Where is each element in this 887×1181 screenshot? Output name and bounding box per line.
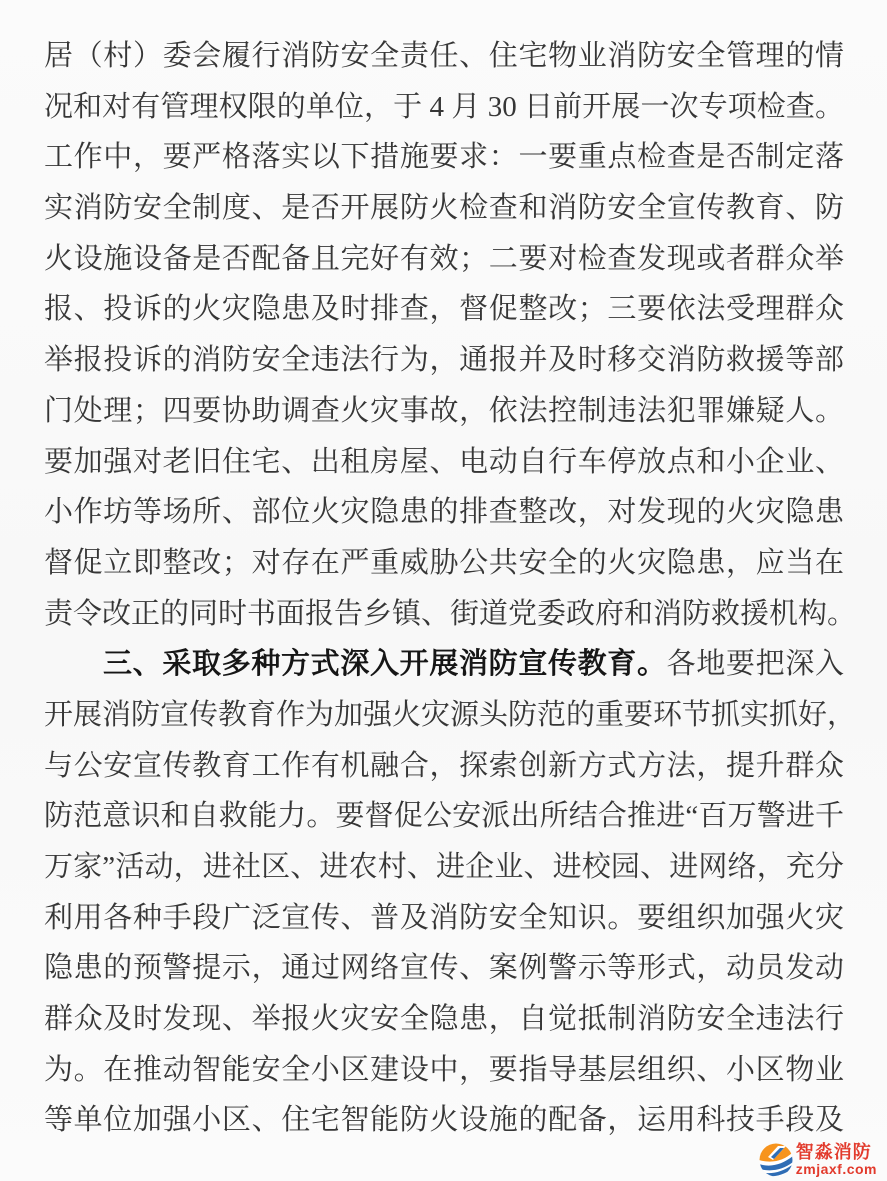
body-text: 要加强对老旧住宅、出租房屋、电动自行车停放点和小企业、	[44, 445, 844, 478]
body-text: 小作坊等场所、部位火灾隐患的排查整改，对发现的火灾隐患	[44, 496, 844, 529]
watermark-domain-label: zmjaxf.com	[795, 1161, 877, 1177]
section-heading-text: 三、采取多种方式深入开展消防宣传教育。	[103, 648, 667, 681]
text-line	[44, 437, 844, 488]
body-text: 隐患的预警提示，通过网络宣传、案例警示等形式，动员发动	[44, 952, 844, 985]
text-line	[44, 639, 844, 690]
body-text: 万家”活动，进社区、进农村、进企业、进校园、进网络，充分	[44, 851, 844, 883]
body-text: 利用各种手段广泛宣传、普及消防安全知识。要组织加强火灾	[44, 901, 844, 934]
body-text: 工作中，要严格落实以下措施要求：一要重点检查是否制定落	[44, 141, 844, 174]
body-text: 报、投诉的火灾隐患及时排查，督促整改；三要依法受理群众	[44, 293, 844, 326]
text-line	[44, 791, 844, 842]
watermark-text	[796, 1143, 877, 1177]
text-line	[44, 893, 844, 944]
zhimiao-fire-logo-icon	[759, 1143, 793, 1177]
text-line	[44, 943, 844, 994]
body-text: 等单位加强小区、住宅智能防火设施的配备，运用科技手段及	[44, 1104, 844, 1137]
text-line	[44, 183, 844, 234]
text-line	[44, 132, 844, 183]
watermark	[759, 1143, 877, 1177]
text-line	[44, 1045, 844, 1096]
body-text: 火设施设备是否配备且完好有效；二要对检查发现或者群众举	[44, 242, 844, 275]
text-line	[44, 741, 844, 792]
text-line	[44, 842, 844, 893]
document-body	[44, 31, 857, 1146]
body-text: 责令改正的同时书面报告乡镇、街道党委政府和消防救援机构。	[44, 597, 857, 630]
body-text: 各地要把深入	[666, 648, 844, 681]
body-text: 实消防安全制度、是否开展防火检查和消防安全宣传教育、防	[44, 192, 844, 225]
text-line	[44, 487, 844, 538]
text-line	[44, 82, 844, 133]
text-line	[44, 994, 844, 1045]
watermark-brand-label: 智淼消防	[795, 1142, 872, 1162]
text-line	[44, 335, 844, 386]
body-text: 为。在推动智能安全小区建设中，要指导基层组织、小区物业	[44, 1053, 844, 1086]
body-text: 群众及时发现、举报火灾安全隐患，自觉抵制消防安全违法行	[44, 1003, 844, 1036]
text-line	[44, 284, 844, 335]
text-line	[44, 690, 857, 741]
body-text: 与公安宣传教育工作有机融合，探索创新方式方法，提升群众	[44, 749, 844, 782]
text-line	[44, 589, 857, 640]
body-text: 门处理；四要协助调查火灾事故，依法控制违法犯罪嫌疑人。	[44, 394, 844, 427]
text-line	[44, 234, 844, 285]
text-line	[44, 386, 844, 437]
body-text: 居（村）委会履行消防安全责任、住宅物业消防安全管理的情	[44, 40, 844, 72]
text-line	[44, 31, 844, 82]
text-line	[44, 538, 844, 589]
body-text: 况和对有管理权限的单位，于 4 月 30 日前开展一次专项检查。	[44, 90, 844, 123]
body-text: 开展消防宣传教育作为加强火灾源头防范的重要环节抓实抓好，	[44, 698, 857, 731]
body-text: 督促立即整改；对存在严重威胁公共安全的火灾隐患，应当在	[44, 546, 844, 579]
body-text: 举报投诉的消防安全违法行为，通报并及时移交消防救援等部	[44, 344, 844, 377]
body-text: 防范意识和自救能力。要督促公安派出所结合推进“百万警进千	[44, 800, 844, 833]
text-line	[44, 1095, 844, 1146]
